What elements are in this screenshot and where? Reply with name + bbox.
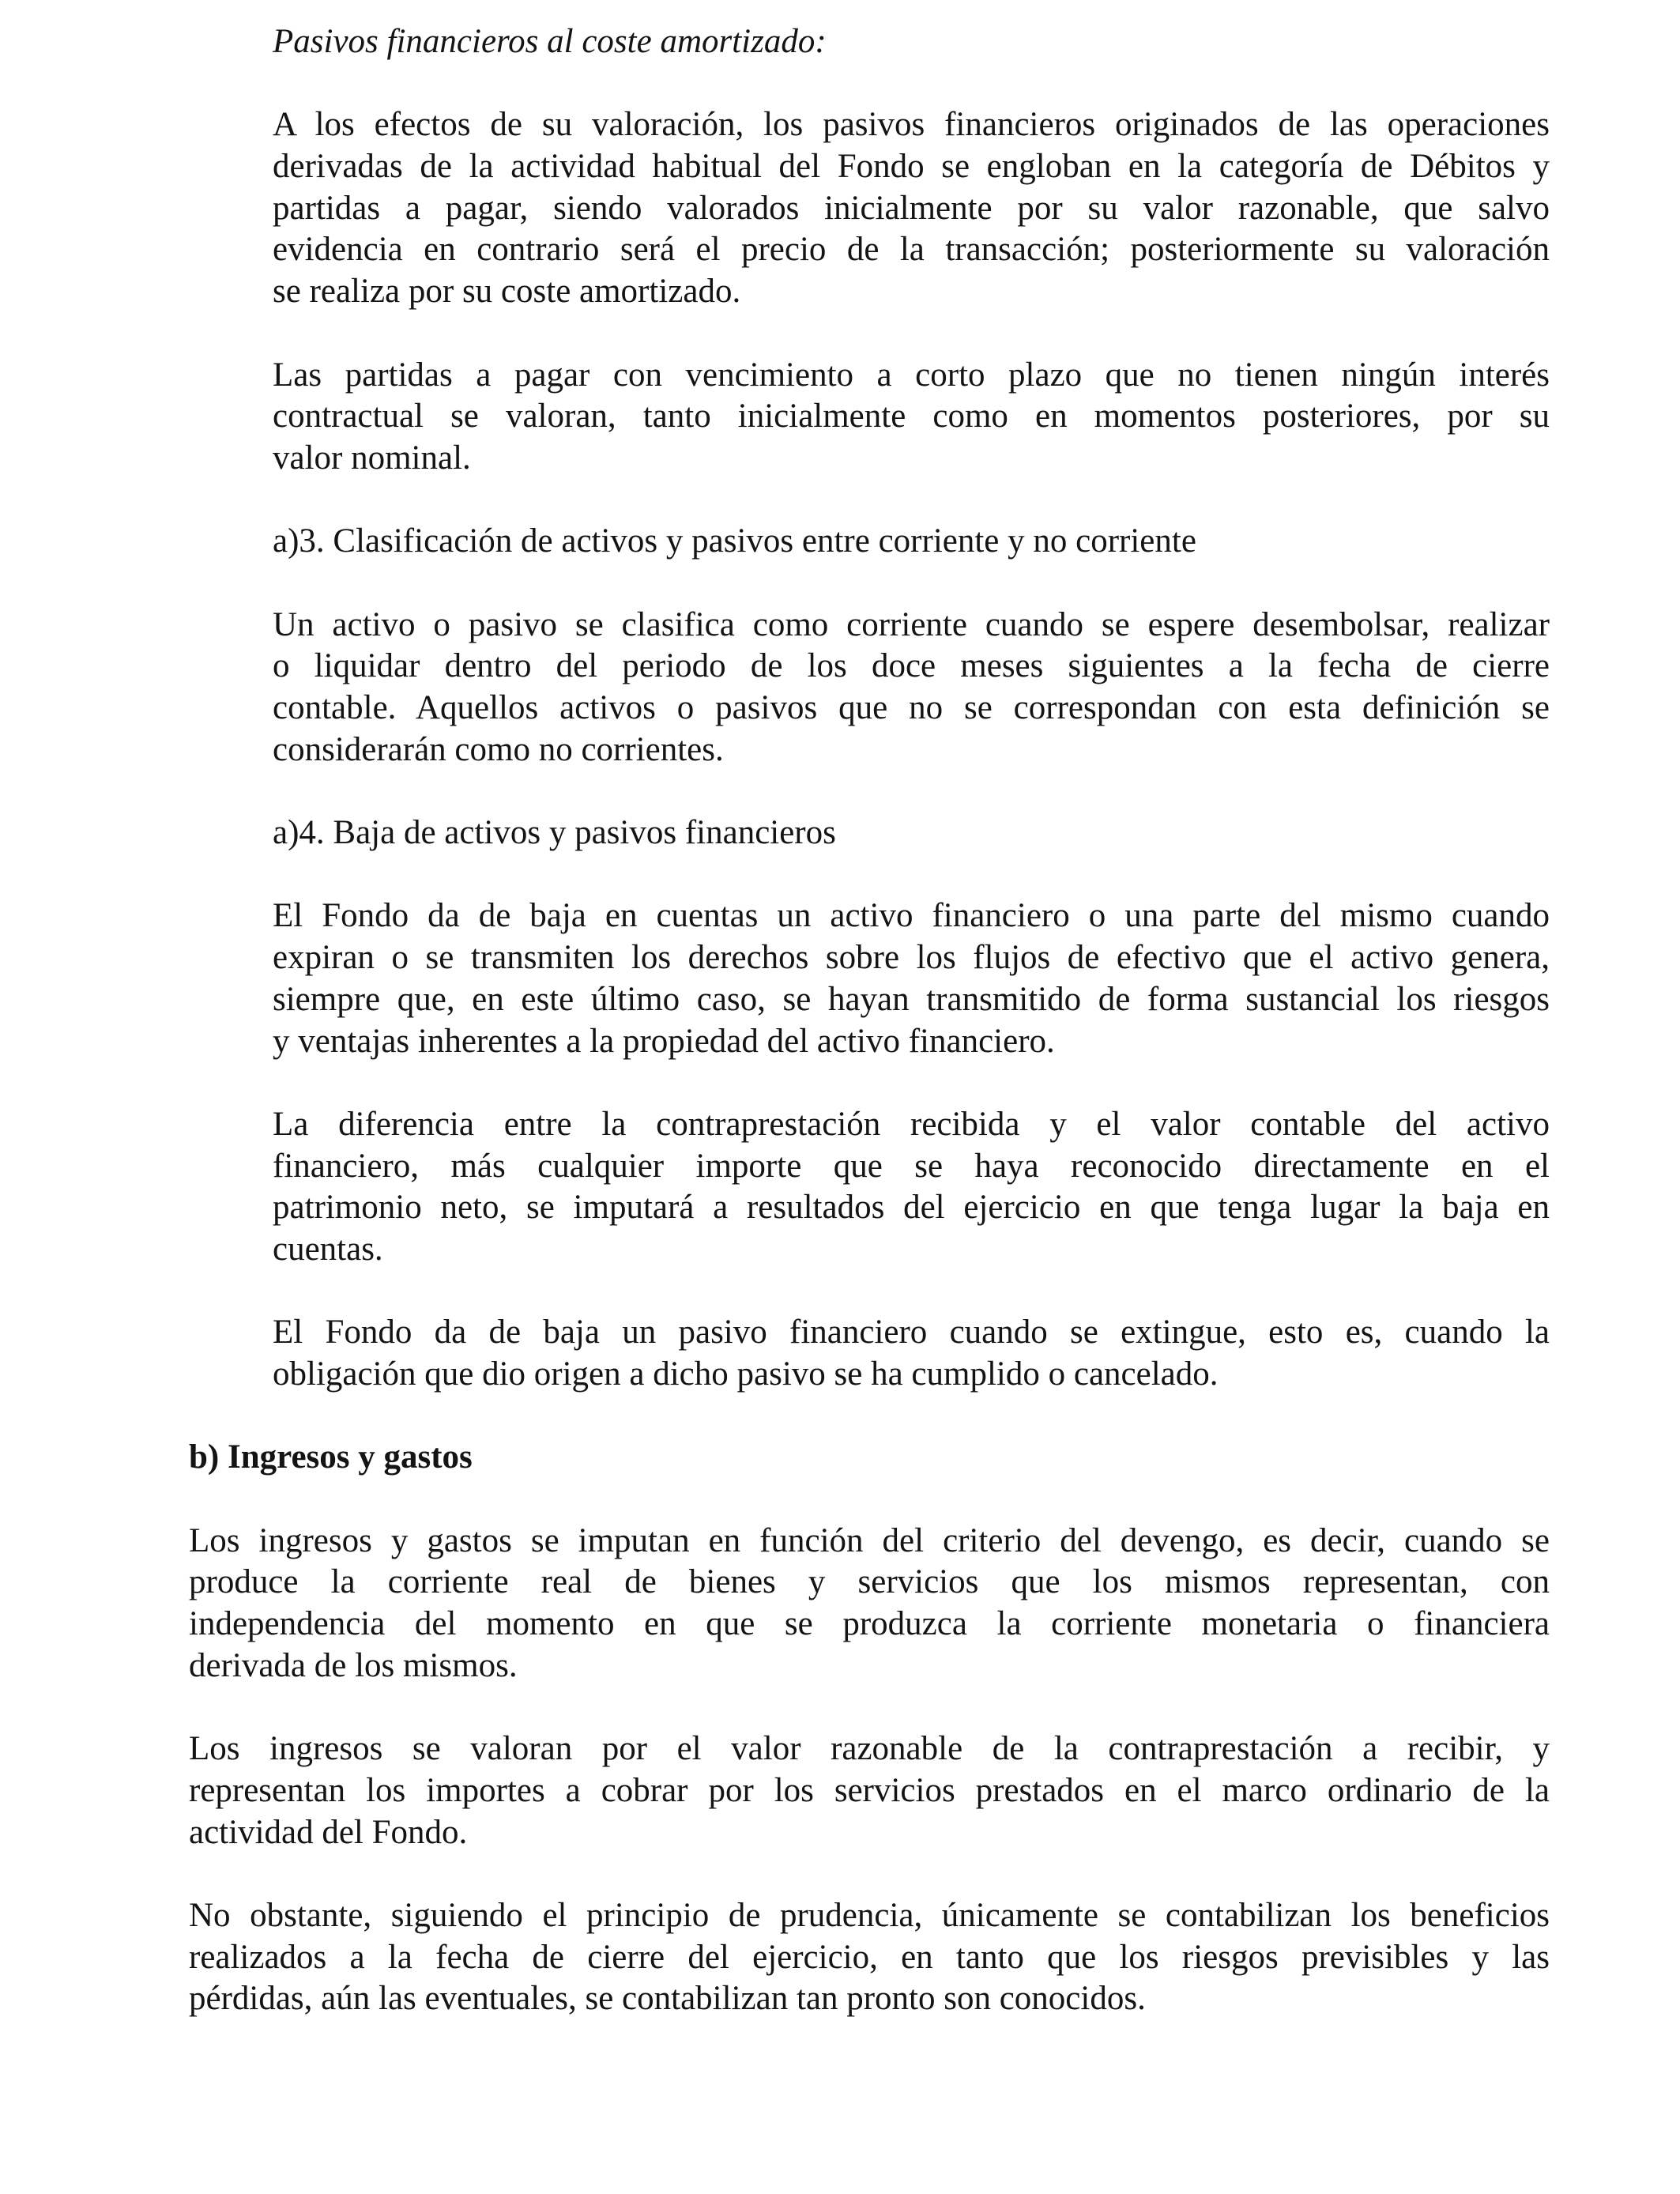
text-line: considerarán como no corrientes.	[273, 730, 724, 768]
section-heading-text: a)4. Baja de activos y pasivos financieros	[273, 814, 836, 852]
text-line: realizados a la fecha de cierre del ejercicio, en tanto que los riesgos previsibles y las	[189, 1938, 1550, 1976]
text-line: produce la corriente real de bienes y servicios que los mismos representan, con	[189, 1563, 1550, 1601]
text-line: valor nominal.	[273, 439, 471, 477]
text-line: cuentas.	[273, 1230, 383, 1268]
paragraph	[273, 355, 1550, 480]
paragraph	[273, 104, 1550, 312]
section-heading-a3	[273, 521, 1550, 563]
text-line: independencia del momento en que se produzca la corriente monetaria o financiera	[189, 1605, 1550, 1643]
paragraph	[273, 895, 1550, 1062]
text-line: obligación que dio origen a dicho pasivo se ha cumplido o cancelado.	[273, 1355, 1219, 1393]
paragraph	[273, 1104, 1550, 1271]
text-line: No obstante, siguiendo el principio de prudencia, únicamente se contabilizan los beneficios	[189, 1896, 1550, 1934]
text-line: siempre que, en este último caso, se hayan transmitido de forma sustancial los riesgos	[273, 980, 1550, 1018]
document-body	[189, 21, 1550, 2062]
text-line: evidencia en contrario será el precio de la transacción; posteriormente su valoración	[273, 231, 1550, 269]
text-line: financiero, más cualquier importe que se haya reconocido directamente en el	[273, 1147, 1550, 1185]
text-line: derivada de los mismos.	[189, 1646, 518, 1684]
section-b	[189, 1437, 1550, 2020]
section-heading-a4	[273, 812, 1550, 854]
text-line: o liquidar dentro del periodo de los doce meses siguientes a la fecha de cierre	[273, 647, 1550, 685]
subsection-title	[273, 21, 1550, 63]
text-line: y ventajas inherentes a la propiedad del activo financiero.	[273, 1022, 1055, 1060]
text-line: se realiza por su coste amortizado.	[273, 273, 741, 311]
subsection-title-text: Pasivos financieros al coste amortizado:	[273, 23, 827, 60]
paragraph	[189, 1728, 1550, 1853]
text-line: A los efectos de su valoración, los pasivos financieros originados de las operaciones	[273, 106, 1550, 144]
text-line: contable. Aquellos activos o pasivos que no se correspondan con esta definición se	[273, 689, 1550, 726]
section-heading-b	[189, 1437, 1550, 1479]
indented-section	[189, 21, 1550, 1396]
text-line: contractual se valoran, tanto inicialmente como en momentos posteriores, por su	[273, 398, 1550, 435]
text-line: actividad del Fondo.	[189, 1813, 468, 1851]
text-line: Las partidas a pagar con vencimiento a corto plazo que no tienen ningún interés	[273, 356, 1550, 394]
paragraph	[273, 1312, 1550, 1395]
text-line: Los ingresos y gastos se imputan en función del criterio del devengo, es decir, cuando se	[189, 1521, 1550, 1559]
text-line: derivadas de la actividad habitual del Fondo se engloban en la categoría de Débitos y	[273, 148, 1550, 186]
paragraph	[189, 1895, 1550, 2020]
paragraph	[273, 605, 1550, 771]
text-line: pérdidas, aún las eventuales, se contabilizan tan pronto son conocidos.	[189, 1980, 1146, 2018]
text-line: representan los importes a cobrar por los servicios prestados en el marco ordinario de la	[189, 1771, 1550, 1809]
text-line: El Fondo da de baja un pasivo financiero cuando se extingue, esto es, cuando la	[273, 1314, 1550, 1351]
section-heading-text: b) Ingresos y gastos	[189, 1438, 473, 1476]
text-line: El Fondo da de baja en cuentas un activo financiero o una parte del mismo cuando	[273, 897, 1550, 935]
text-line: La diferencia entre la contraprestación recibida y el valor contable del activo	[273, 1105, 1550, 1143]
text-line: expiran o se transmiten los derechos sobre los flujos de efectivo que el activo genera,	[273, 939, 1550, 977]
text-line: partidas a pagar, siendo valorados inicialmente por su valor razonable, que salvo	[273, 189, 1550, 227]
text-line: Los ingresos se valoran por el valor razonable de la contraprestación a recibir, y	[189, 1730, 1550, 1768]
paragraph	[189, 1521, 1550, 1687]
text-line: Un activo o pasivo se clasifica como corriente cuando se espere desembolsar, realizar	[273, 605, 1550, 643]
text-line: patrimonio neto, se imputará a resultados del ejercicio en que tenga lugar la baja en	[273, 1189, 1550, 1227]
section-heading-text: a)3. Clasificación de activos y pasivos entre corriente y no corriente	[273, 522, 1196, 560]
